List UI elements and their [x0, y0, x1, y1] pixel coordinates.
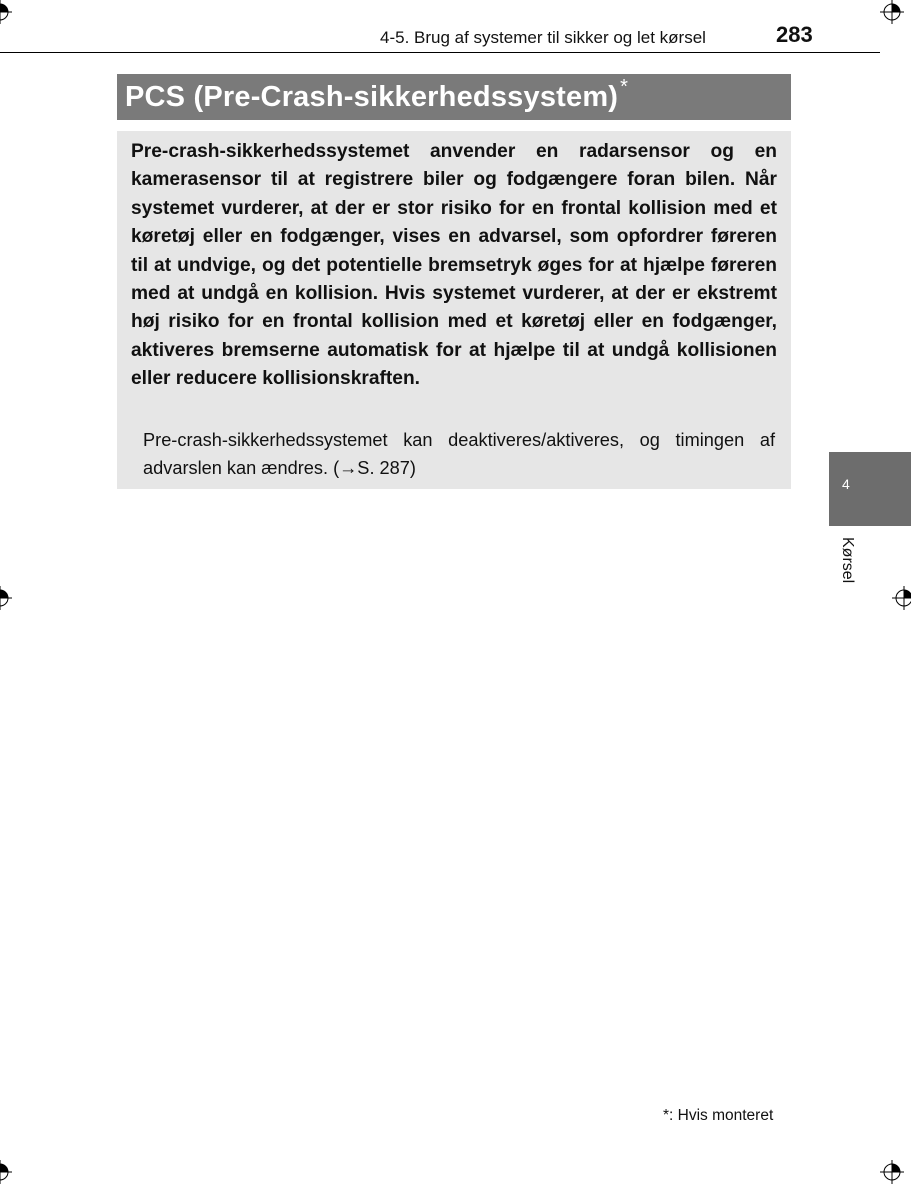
- section-header: 4-5. Brug af systemer til sikker og let kørsel: [380, 28, 706, 47]
- page-number: 283: [776, 22, 813, 47]
- page-title: PCS (Pre-Crash-sikkerhedssystem): [125, 80, 619, 113]
- summary-note: Pre-crash-sikkerhedssystemet kan deaktiveres/aktiveres, og timingen af advarslen kan ændres. (→S. 287): [143, 430, 775, 478]
- footnote-asterisk: *: [663, 1107, 670, 1124]
- header-divider: [0, 52, 880, 53]
- crop-mark-mid-left: [0, 586, 12, 610]
- summary-bold-text: Pre-crash-sikkerhedssystemet anvender en radarsensor og en kamerasensor til at registrere biler og fodgængere foran bilen. Når systemet vurderer, at der er stor risiko for en frontal kollision med et køretøj eller en fodgænger, vises en advarsel, som opfordrer føreren til at undvige, og det potentielle bremsetryk øges for at hjælpe føreren med at undgå en kollision. Hvis systemet vurderer, at der er ekstremt høj risiko for en frontal kollision med et køretøj eller en fodgænger, aktiveres bremserne automatisk for at hjælpe til at undgå kollisionen eller reducere kollisionskraften.: [131, 141, 777, 390]
- crop-mark-top-left: [0, 0, 12, 24]
- crop-mark-mid-right: [892, 586, 911, 610]
- chapter-number: 4: [842, 476, 850, 492]
- chapter-tab: [829, 452, 911, 526]
- crop-mark-top-right: [880, 0, 904, 24]
- footnote-text: : Hvis monteret: [669, 1107, 774, 1124]
- crop-mark-bottom-left: [0, 1160, 12, 1184]
- chapter-label: Kørsel: [839, 537, 856, 584]
- title-bar: [117, 74, 791, 120]
- title-asterisk: *: [620, 75, 628, 98]
- footnote: [663, 1107, 773, 1125]
- crop-mark-bottom-right: [880, 1160, 904, 1184]
